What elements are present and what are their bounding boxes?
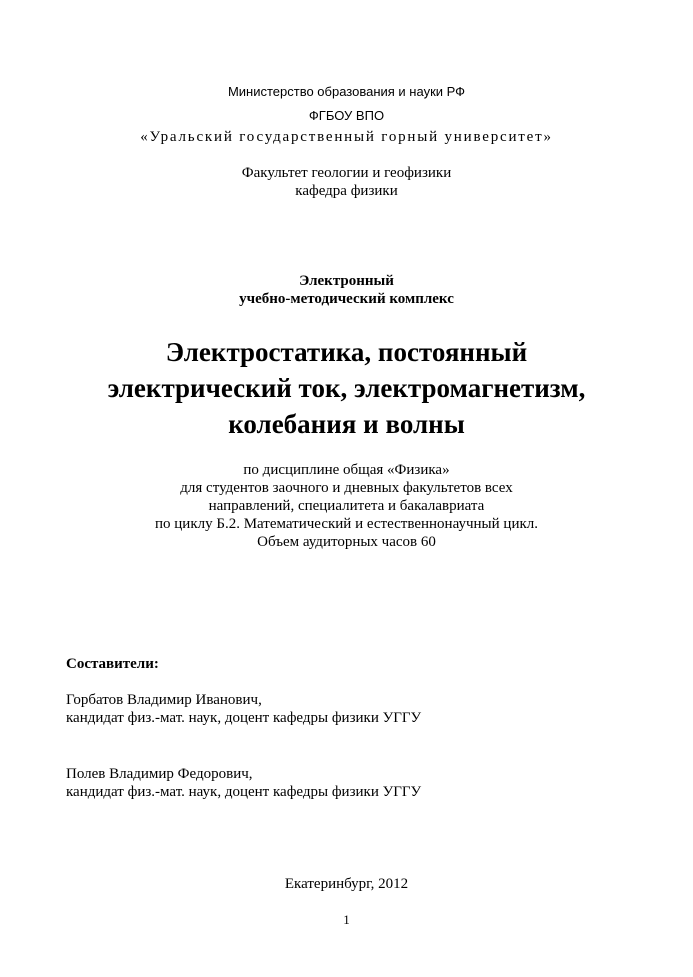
document-title-line-2: электрический ток, электромагнетизм, xyxy=(107,373,586,403)
org-type-line: ФГБОУ ВПО xyxy=(308,108,385,123)
complex-line-1: Электронный xyxy=(299,273,394,289)
place-year: Екатеринбург, 2012 xyxy=(284,876,409,892)
page-number: 1 xyxy=(343,912,350,927)
department-line: кафедра физики xyxy=(295,183,398,199)
faculty-line: Факультет геологии и геофизики xyxy=(241,165,452,181)
author-2-name: Полев Владимир Федорович, xyxy=(66,766,253,782)
author-1-name: Горбатов Владимир Иванович, xyxy=(66,692,262,708)
author-2-title: кандидат физ.-мат. наук, доцент кафедры физики УГГУ xyxy=(66,784,422,800)
description-line-1: по дисциплине общая «Физика» xyxy=(243,462,450,478)
complex-line-2: учебно-методический комплекс xyxy=(239,291,454,307)
description-line-5: Объем аудиторных часов 60 xyxy=(257,534,436,550)
ministry-line: Министерство образования и науки РФ xyxy=(227,84,466,99)
authors-heading: Составители: xyxy=(66,656,159,672)
university-name: «Уральский государственный горный университет» xyxy=(140,129,553,145)
document-title-line-1: Электростатика, постоянный xyxy=(165,337,528,367)
description-line-4: по циклу Б.2. Математический и естественнонаучный цикл. xyxy=(154,516,538,532)
author-1-title: кандидат физ.-мат. наук, доцент кафедры физики УГГУ xyxy=(66,710,422,726)
description-line-3: направлений, специалитета и бакалавриата xyxy=(208,498,485,514)
description-line-2: для студентов заочного и дневных факультетов всех xyxy=(180,480,513,496)
document-title-line-3: колебания и волны xyxy=(228,409,465,439)
